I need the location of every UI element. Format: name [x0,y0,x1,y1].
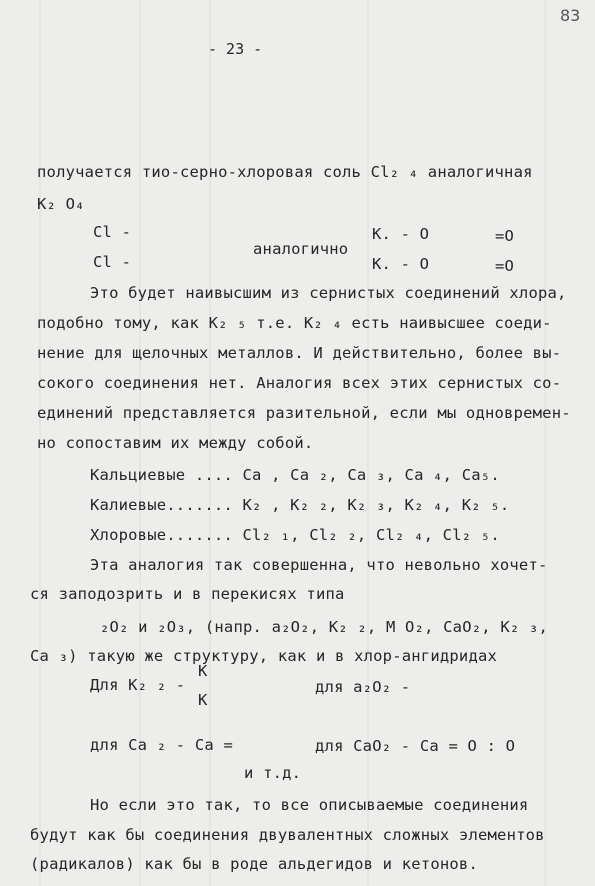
text-line: Но если это так, то все описываемые соединения [90,796,529,814]
text-line: получается тио-серно-хлоровая соль Cl₂ ₄ аналогичная [37,163,533,181]
etc-label: и т.д. [244,764,302,782]
text-line: но сопоставим их между собой. [37,434,314,452]
series-row-chlorine: Хлоровые....... Cl₂ ₁, Cl₂ ₂, Cl₂ ₄, Cl₂ ₅. [90,526,500,544]
text-line: (радикалов) как бы в роде альдегидов и кетонов. [30,855,478,873]
formula-right: для CaO₂ - Ca = O : O [315,737,516,755]
series-row-calcium: Кальциевые .... Ca , Ca ₂, Ca ₃, Ca ₄, Ca₅. [90,466,500,484]
formula-result: =O [495,257,515,275]
archive-page-mark: 83 [560,6,581,25]
text-line: ся заподозрить и в перекисях типа [30,585,345,603]
analogy-label: аналогично [253,240,349,258]
formula-line: ₂O₂ и ₂O₃, (напр. a₂O₂, K₂ ₂, M O₂, CaO₂, K₂ ₃, [100,618,548,636]
formula-k-upper: K [198,662,208,680]
formula-result: =O [495,227,515,245]
formula-right: K. - O [372,225,430,243]
series-row-potassium: Калиевые....... K₂ , K₂ ₂, K₂ ₃, K₂ ₄, K₂ ₅. [90,496,510,514]
formula-left: Для K₂ ₂ - [90,676,186,694]
page-number: - 23 - [208,40,263,58]
text-line: сокого соединения нет. Аналогия всех этих сернистых со- [37,374,562,392]
text-line: единений представляется разительной, если мы одновремен- [37,404,571,422]
text-line: подобно тому, как K₂ ₅ т.е. K₂ ₄ есть наивысшее соеди- [37,314,552,332]
formula-right: для a₂O₂ - [315,678,411,696]
formula-right: K. - O [372,255,430,273]
text-line: Это будет наивысшим из сернистых соединений хлора, [90,284,567,302]
text-line: нение для щелочных металлов. И действительно, более вы- [37,344,562,362]
formula-left: Cl - [93,223,132,241]
formula-left: для Ca ₂ - Ca = [90,736,233,754]
text-line: Эта аналогия так совершенна, что невольно хочет- [90,556,548,574]
formula-k-lower: K [198,691,208,709]
text-line: Ca ₃) такую же структуру, как и в хлор-ангидридах [30,647,498,665]
text-line: будут как бы соединения двувалентных сложных элементов [30,826,545,844]
formula-left: Cl - [93,253,132,271]
formula-line: K₂ O₄ [37,195,85,213]
